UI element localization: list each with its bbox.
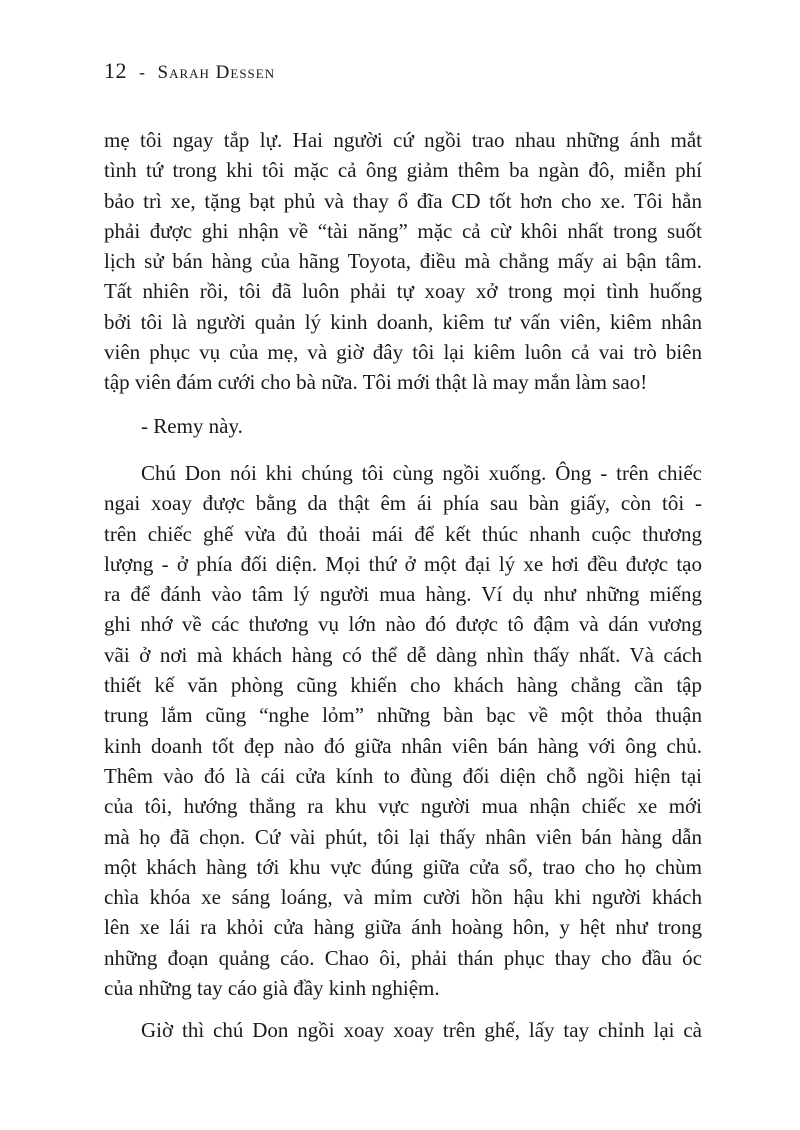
text-line: phải được ghi nhận về “tài năng” mặc cả cừ khôi nhất trong suốt [104,218,702,243]
author-name: Sarah Dessen [157,62,276,83]
text-line: Thêm vào đó là cái cửa kính to đùng đối diện chỗ ngồi hiện tại [104,763,702,788]
header-separator: - [139,62,146,82]
paragraph-4 [104,1015,702,1045]
text-line: trên chiếc ghế vừa đủ thoải mái để kết thúc nhanh cuộc thương [104,521,702,546]
text-line: bảo trì xe, tặng bạt phủ và thay ổ đĩa CD tốt hơn cho xe. Tôi hẳn [104,188,702,213]
text-line: trung lắm cũng “nghe lỏm” những bàn bạc về một thỏa thuận [104,703,702,728]
text-line: lượng - ở phía đối diện. Mọi thứ ở một đại lý xe hơi đều được tạo [104,551,702,576]
text-line: những đoạn quảng cáo. Chao ôi, phải thán phục thay cho đầu óc [104,945,702,970]
text-line: lên xe lái ra khỏi cửa hàng giữa ánh hoàng hôn, y hệt như trong [104,915,702,940]
text-line: Chú Don nói khi chúng tôi cùng ngồi xuống. Ông - trên chiếc [141,461,702,485]
paragraph-1 [104,125,702,398]
text-line: chìa khóa xe sáng loáng, và mỉm cười hồn hậu khi người khách [104,885,702,910]
text-line: kinh doanh tốt đẹp nào đó giữa nhân viên bán hàng với ông chủ. [104,733,702,758]
text-line: ra để đánh vào tâm lý người mua hàng. Ví dụ như những miếng [104,582,702,607]
text-line: Tất nhiên rồi, tôi đã luôn phải tự xoay xở trong mọi tình huống [104,279,702,304]
text-line: tập viên đám cưới cho bà nữa. Tôi mới thật là may mắn làm sao! [104,370,648,395]
text-line: vãi ở nơi mà khách hàng có thể dễ dàng nhìn thấy nhất. Và cách [104,642,702,667]
text-line: của những tay cáo già đầy kinh nghiệm. [104,976,440,1001]
text-line: tình tứ trong khi tôi mặc cả ông giảm thêm ba ngàn đô, miễn phí [104,158,702,183]
paragraph-3 [104,458,702,1003]
text-line: thiết kế văn phòng cũng khiến cho khách hàng chẳng cần tập [104,673,702,698]
text-line: mà họ đã chọn. Cứ vài phút, tôi lại thấy nhân viên bán hàng dẫn [104,824,702,849]
text-line: một khách hàng tới khu vực đúng giữa cửa sổ, trao cho họ chùm [104,854,702,879]
text-line: ngai xoay được bằng da thật êm ái phía sau bàn giấy, còn tôi - [104,491,702,516]
text-line: bởi tôi là người quản lý kinh doanh, kiêm tư vấn viên, kiêm nhân [104,309,702,334]
text-line: - Remy này. [141,414,243,438]
paragraph-2 [104,411,702,441]
text-line: lịch sử bán hàng của hãng Toyota, điều mà chẳng mấy ai bận tâm. [104,249,702,274]
page-number: 12 [104,58,127,83]
text-line: ghi nhớ về các thương vụ lớn nào đó được tô đậm và dán vương [104,612,702,637]
running-header [104,58,275,84]
text-line: viên phục vụ của mẹ, và giờ đây tôi lại kiêm luôn cả vai trò biên [104,340,702,365]
text-line: mẹ tôi ngay tắp lự. Hai người cứ ngồi trao nhau những ánh mắt [104,128,702,152]
text-line: của tôi, hướng thẳng ra khu vực người mua nhận chiếc xe mới [104,794,702,819]
text-line: Giờ thì chú Don ngồi xoay xoay trên ghế, lấy tay chỉnh lại cà [141,1018,702,1042]
